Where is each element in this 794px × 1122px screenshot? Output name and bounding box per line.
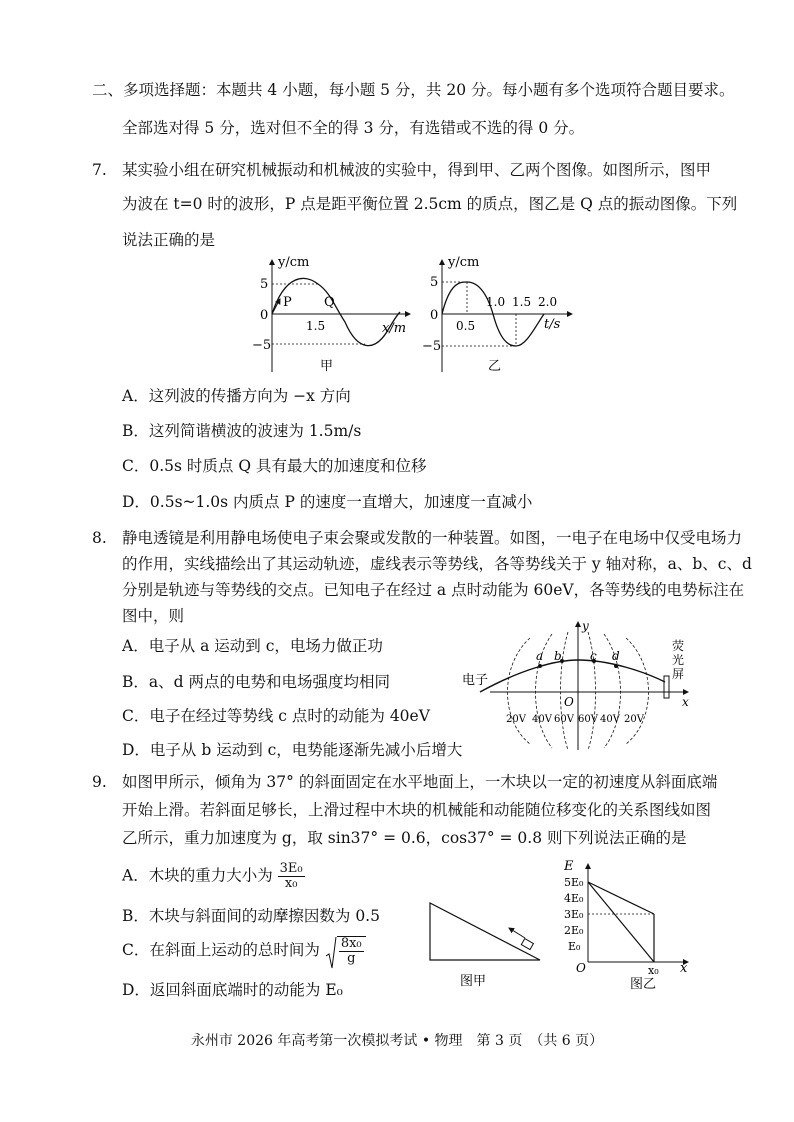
fig8-pot-2: 40V bbox=[532, 714, 552, 725]
fig-b-t20: 2.0 bbox=[538, 295, 558, 309]
fig8-pot-4: 60V bbox=[578, 714, 598, 725]
fig-a-x15: 1.5 bbox=[306, 319, 326, 333]
fig-b-ylabel: y/cm bbox=[448, 255, 480, 270]
q9-figure-energy bbox=[560, 860, 695, 995]
q8-stem-line1: 静电透镜是利用静电场使电子束会聚或发散的一种装置。如图，一电子在电场中仅受电场力 bbox=[122, 529, 743, 547]
fig8-pot-3: 60V bbox=[554, 714, 574, 725]
q9-fig-a-caption: 图甲 bbox=[460, 974, 487, 989]
q9-option-b[interactable]: B．木块与斜面间的动摩擦因数为 0.5 bbox=[122, 907, 380, 925]
q9-fig-b-o: O bbox=[576, 961, 586, 975]
q9-stem-line3: 乙所示，重力加速度为 g，取 sin37° = 0.6，cos37° = 0.8 则下列说法正确的是 bbox=[122, 829, 687, 847]
q9-fig-b-x0: x₀ bbox=[648, 964, 659, 977]
q8-option-b[interactable]: B．a、d 两点的电势和电场强度均相同 bbox=[122, 673, 390, 691]
fig-b-tick-5: 5 bbox=[430, 275, 439, 290]
q7-figure-wave bbox=[250, 252, 420, 377]
q9-fig-b-tick-4: 4E₀ bbox=[564, 892, 584, 905]
q9-option-a-fraction bbox=[278, 862, 305, 891]
fig-b-tick-0: 0 bbox=[430, 308, 439, 323]
mechanical-energy-line bbox=[588, 882, 654, 914]
kinetic-energy-line bbox=[588, 882, 654, 962]
fig8-electron-label: 电子 bbox=[462, 673, 489, 688]
fig8-screen-3: 屏 bbox=[672, 667, 685, 681]
q9-fig-b-tick-2: 2E₀ bbox=[564, 924, 584, 937]
q7-stem-line1: 某实验小组在研究机械振动和机械波的实验中，得到甲、乙两个图像。如图所示，图甲 bbox=[122, 161, 712, 179]
q9-fig-b-x: x bbox=[680, 961, 688, 976]
fig-a-xlabel: x/m bbox=[382, 321, 407, 336]
q8-option-c[interactable]: C．电子在经过等势线 c 点时的动能为 40eV bbox=[122, 707, 430, 725]
q9-option-c-numerator: 8x₀ bbox=[340, 936, 362, 951]
q9-fig-b-tick-5: 5E₀ bbox=[564, 876, 584, 889]
fig8-pot-5: 40V bbox=[600, 714, 620, 725]
q9-fig-b-caption: 图乙 bbox=[630, 977, 657, 992]
fig8-o: O bbox=[564, 695, 574, 709]
fig-b-tick-m5: −5 bbox=[422, 339, 442, 354]
fig-a-tick-m5: −5 bbox=[252, 338, 272, 353]
fig-b-t15: 1.5 bbox=[512, 295, 532, 309]
fig8-screen-1: 荧 bbox=[672, 639, 685, 653]
fig8-pot-1: 20V bbox=[506, 714, 526, 725]
q7-option-a[interactable]: A．这列波的传播方向为 −x 方向 bbox=[122, 387, 351, 405]
q8-stem-line2: 的作用，实线描绘出了其运动轨迹，虚线表示等势线，各等势线关于 y 轴对称，a、b、c、d bbox=[122, 555, 752, 573]
q7-stem-line3: 说法正确的是 bbox=[122, 231, 216, 249]
q9-option-a-numerator: 3E₀ bbox=[279, 861, 303, 876]
q9-option-a-text: A．木块的重力大小为 bbox=[122, 866, 273, 885]
q9-option-c-sqrt bbox=[325, 936, 366, 966]
q7-option-c[interactable]: C．0.5s 时质点 Q 具有最大的加速度和位移 bbox=[122, 457, 427, 475]
fig-b-t10: 1.0 bbox=[486, 295, 506, 309]
q7-stem-line2: 为波在 t=0 时的波形，P 点是距平衡位置 2.5cm 的质点，图乙是 Q 点的振动图像。下列 bbox=[122, 195, 738, 213]
fig-a-tick-5: 5 bbox=[260, 277, 269, 292]
q7-figure-vibration bbox=[420, 252, 580, 377]
q9-option-d[interactable]: D．返回斜面底端时的动能为 E₀ bbox=[122, 981, 343, 999]
fig8-d: d bbox=[612, 649, 620, 663]
q8-figure-lens bbox=[460, 620, 700, 755]
fig-a-tick-0: 0 bbox=[260, 308, 269, 323]
q9-option-c[interactable] bbox=[122, 936, 366, 966]
fig-b-t05: 0.5 bbox=[456, 319, 476, 333]
q9-figure-incline bbox=[425, 895, 550, 990]
section-heading: 二、多项选择题：本题共 4 小题，每小题 5 分，共 20 分。每小题有多个选项符合题目要求。 bbox=[92, 81, 735, 99]
q9-option-c-text: C．在斜面上运动的总时间为 bbox=[122, 941, 320, 959]
fig8-y: y bbox=[582, 620, 589, 633]
fig8-screen-2: 光 bbox=[672, 653, 685, 667]
q9-stem-line1: 如图甲所示，倾角为 37° 的斜面固定在水平地面上，一木块以一定的初速度从斜面底端 bbox=[122, 773, 718, 791]
wave-curve bbox=[272, 278, 400, 345]
fig-a-ylabel: y/cm bbox=[278, 255, 310, 270]
q8-stem-line3: 分别是轨迹与等势线的交点。已知电子在经过 a 点时动能为 60eV，各等势线的电势标注在 bbox=[122, 581, 745, 599]
q9-fig-b-tick-3: 3E₀ bbox=[564, 908, 584, 921]
fig-a-point-p: P bbox=[283, 295, 292, 310]
fig8-c: c bbox=[590, 649, 597, 663]
q8-option-d[interactable]: D．电子从 b 运动到 c，电势能逐渐先减小后增大 bbox=[122, 741, 463, 759]
q9-option-c-denominator: g bbox=[347, 951, 356, 966]
q7-option-b[interactable]: B．这列简谐横波的波速为 1.5m/s bbox=[122, 422, 362, 440]
fig8-a: a bbox=[536, 649, 544, 663]
q9-stem-line2: 开始上滑。若斜面足够长，上滑过程中木块的机械能和动能随位移变化的关系图线如图 bbox=[122, 801, 712, 819]
q9-option-a-denominator: x₀ bbox=[284, 876, 298, 891]
q9-option-a[interactable] bbox=[122, 862, 305, 891]
q7-number: 7. bbox=[92, 161, 107, 179]
fig8-x: x bbox=[682, 695, 689, 709]
section-scoring: 全部选对得 5 分，选对但不全的得 3 分，有选错或不选的得 0 分。 bbox=[122, 119, 585, 137]
q8-number: 8. bbox=[92, 529, 107, 547]
q9-fig-b-e: E bbox=[564, 860, 574, 874]
fig8-pot-6: 20V bbox=[624, 714, 644, 725]
q8-option-a[interactable]: A．电子从 a 运动到 c，电场力做正功 bbox=[122, 637, 383, 655]
q8-stem-line4: 图中，则 bbox=[122, 607, 185, 625]
q9-number: 9. bbox=[92, 773, 107, 791]
fig-a-point-q: Q bbox=[324, 295, 335, 310]
fig-b-xlabel: t/s bbox=[544, 317, 561, 332]
q9-fig-b-tick-1: E₀ bbox=[568, 940, 581, 953]
fig-b-caption: 乙 bbox=[488, 359, 502, 374]
fig-a-caption: 甲 bbox=[320, 359, 334, 374]
fig8-b: b bbox=[554, 649, 562, 663]
page-footer: 永州市 2026 年高考第一次模拟考试 • 物理 第 3 页 （共 6 页） bbox=[190, 1033, 604, 1049]
q7-option-d[interactable]: D．0.5s~1.0s 内质点 P 的速度一直增大，加速度一直减小 bbox=[122, 493, 533, 511]
